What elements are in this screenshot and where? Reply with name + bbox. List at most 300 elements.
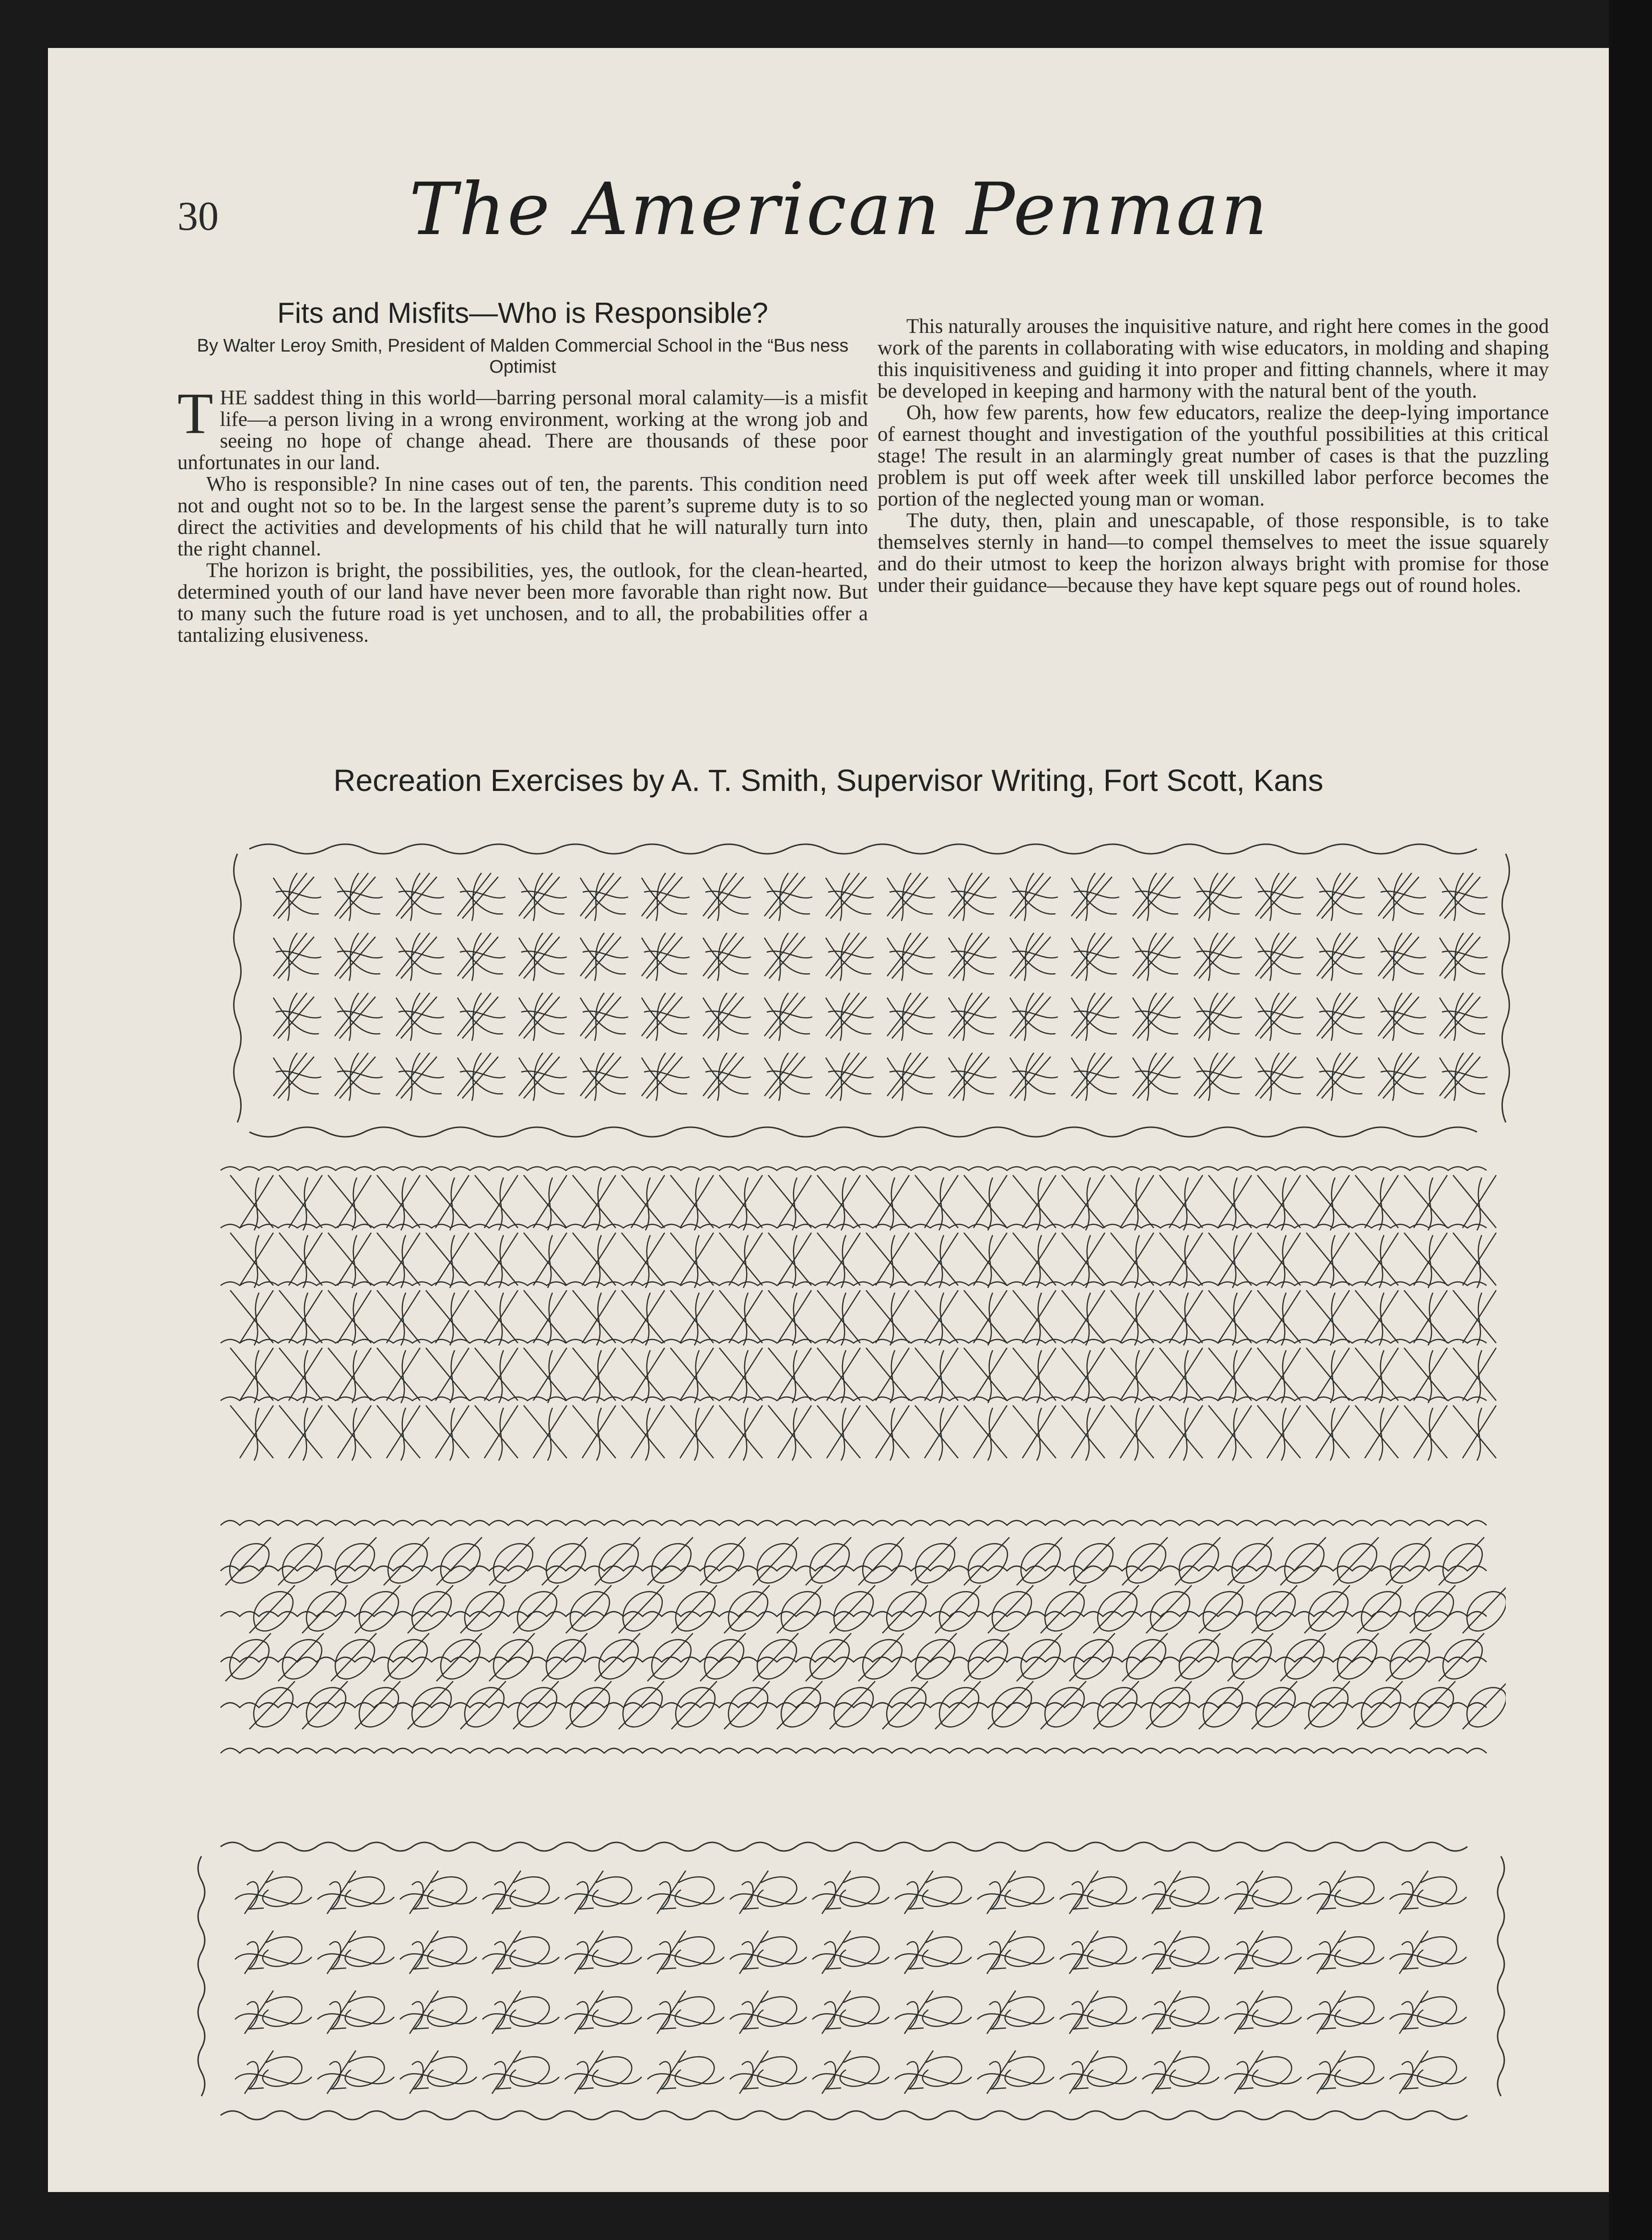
capital-figure bbox=[482, 1991, 559, 2034]
article-paragraph-6: The duty, then, plain and unescapable, of those responsible, is to take themselves sternly in hand—to compel themselves to meet the issue squarely and do their utmost to keep the horizon always bright with promise for those under their guidance—because they have kept square pegs out of round holes. bbox=[878, 509, 1549, 597]
slant-stroke bbox=[328, 1405, 371, 1461]
slant-stroke bbox=[279, 1175, 322, 1230]
oval-loop bbox=[935, 1585, 981, 1633]
slant-stroke bbox=[426, 1175, 469, 1230]
slant-stroke bbox=[1160, 1290, 1203, 1345]
oval-loop bbox=[249, 1585, 295, 1633]
slant-stroke bbox=[328, 1290, 371, 1345]
slant-stroke bbox=[230, 1175, 273, 1230]
slant-stroke bbox=[1404, 1175, 1447, 1230]
crossed-loop bbox=[764, 933, 812, 981]
slant-stroke bbox=[1453, 1233, 1496, 1288]
oval-loop bbox=[671, 1585, 717, 1633]
slant-stroke bbox=[573, 1233, 616, 1288]
crossed-loop bbox=[273, 1053, 321, 1101]
slant-stroke bbox=[1257, 1405, 1301, 1461]
capital-figure bbox=[400, 1871, 477, 1914]
slant-stroke bbox=[621, 1233, 665, 1288]
crossed-loop bbox=[764, 1053, 812, 1101]
oval-loop bbox=[777, 1681, 822, 1729]
oval-loop bbox=[331, 1633, 376, 1681]
oval-loop bbox=[724, 1681, 770, 1729]
slant-stroke bbox=[1404, 1233, 1447, 1288]
capital-figure bbox=[400, 1931, 477, 1974]
slant-stroke bbox=[670, 1348, 714, 1403]
slant-stroke bbox=[1013, 1175, 1056, 1230]
crossed-loop bbox=[580, 933, 628, 981]
slant-stroke bbox=[1062, 1348, 1105, 1403]
slant-stroke bbox=[328, 1348, 371, 1403]
slant-stroke bbox=[1111, 1405, 1154, 1461]
oval-loop bbox=[830, 1585, 875, 1633]
capital-figure bbox=[730, 1871, 807, 1914]
crossed-loop bbox=[949, 993, 996, 1041]
oval-loop bbox=[1175, 1633, 1220, 1681]
oval-loop bbox=[1410, 1681, 1455, 1729]
slant-stroke bbox=[279, 1405, 322, 1461]
slant-stroke bbox=[915, 1175, 958, 1230]
article-paragraph-4: This naturally arouses the inquisitive nature, and right here comes in the good work of the parents in collaborating with wise educators, in molding and shaping this inquisitiveness and guiding it into proper and fitting channels, where it may be developed in keeping and harmony with the natural bent of the youth. bbox=[878, 315, 1549, 402]
slant-stroke bbox=[670, 1233, 714, 1288]
slant-stroke bbox=[768, 1233, 811, 1288]
oval-loop bbox=[1199, 1585, 1244, 1633]
slant-stroke bbox=[719, 1348, 762, 1403]
oval-loop bbox=[1386, 1537, 1431, 1585]
slant-stroke bbox=[1208, 1233, 1252, 1288]
slant-stroke bbox=[1013, 1290, 1056, 1345]
slant-stroke bbox=[1111, 1175, 1154, 1230]
oval-loop bbox=[225, 1537, 271, 1585]
slant-stroke bbox=[964, 1290, 1007, 1345]
slant-stroke bbox=[1160, 1348, 1203, 1403]
capital-figure bbox=[730, 1931, 807, 1974]
oval-loop bbox=[1252, 1585, 1297, 1633]
capital-figure bbox=[317, 2051, 394, 2094]
oval-loop bbox=[408, 1585, 453, 1633]
slant-stroke bbox=[1160, 1233, 1203, 1288]
capital-figure bbox=[1307, 2051, 1384, 2094]
capital-figure bbox=[895, 1991, 972, 2034]
capital-figure bbox=[647, 1991, 724, 2034]
slant-stroke bbox=[1062, 1290, 1105, 1345]
oval-loop bbox=[331, 1537, 376, 1585]
crossed-loop bbox=[1378, 1053, 1426, 1101]
crossed-loop bbox=[642, 873, 690, 921]
capital-figure bbox=[812, 1871, 889, 1914]
slant-stroke bbox=[1111, 1290, 1154, 1345]
n-line bbox=[221, 1521, 1487, 1525]
oval-loop bbox=[777, 1585, 822, 1633]
crossed-loop bbox=[1255, 993, 1303, 1041]
slant-stroke bbox=[230, 1405, 273, 1461]
slant-stroke bbox=[719, 1175, 762, 1230]
penmanship-exercise-oval-loops bbox=[211, 1511, 1506, 1799]
oval-loop bbox=[1093, 1585, 1139, 1633]
crossed-loop bbox=[457, 1053, 505, 1101]
oval-loop bbox=[647, 1537, 693, 1585]
slant-stroke bbox=[279, 1290, 322, 1345]
slant-stroke bbox=[475, 1175, 518, 1230]
capital-figure bbox=[812, 1991, 889, 2034]
capital-figure bbox=[565, 1991, 642, 2034]
oval-loop bbox=[513, 1585, 559, 1633]
oval-loop bbox=[542, 1633, 587, 1681]
crossed-loop bbox=[1010, 873, 1058, 921]
crossed-loop bbox=[273, 933, 321, 981]
oval-loop bbox=[355, 1681, 400, 1729]
crossed-loop bbox=[826, 993, 874, 1041]
capital-figure bbox=[1060, 1991, 1136, 2034]
penmanship-exercise-crossed-loops bbox=[230, 835, 1515, 1146]
slant-stroke bbox=[621, 1348, 665, 1403]
oval-loop bbox=[1041, 1585, 1086, 1633]
crossed-loop bbox=[1378, 873, 1426, 921]
capital-figure bbox=[235, 1871, 312, 1914]
slant-stroke bbox=[1013, 1405, 1056, 1461]
capital-figure bbox=[977, 2051, 1054, 2094]
capital-figure bbox=[977, 1931, 1054, 1974]
crossed-loop bbox=[703, 933, 751, 981]
slant-stroke bbox=[866, 1405, 909, 1461]
slant-stroke bbox=[768, 1175, 811, 1230]
article-right-column bbox=[878, 316, 1549, 596]
oval-loop bbox=[1146, 1585, 1192, 1633]
slant-stroke bbox=[328, 1175, 371, 1230]
wavy-line bbox=[221, 1282, 1487, 1286]
slant-stroke bbox=[719, 1233, 762, 1288]
crossed-loop bbox=[396, 1053, 444, 1101]
slant-stroke bbox=[573, 1405, 616, 1461]
crossed-loop bbox=[1440, 1053, 1488, 1101]
capital-figure bbox=[1142, 1871, 1219, 1914]
slant-stroke bbox=[426, 1348, 469, 1403]
capital-figure bbox=[317, 1991, 394, 2034]
slant-stroke bbox=[426, 1405, 469, 1461]
oval-loop bbox=[753, 1633, 798, 1681]
crossed-loop bbox=[1010, 1053, 1058, 1101]
oval-loop bbox=[619, 1585, 664, 1633]
capital-figure bbox=[1060, 2051, 1136, 2094]
crossed-loop bbox=[1255, 873, 1303, 921]
crossed-loop bbox=[703, 873, 751, 921]
crossed-loop bbox=[1133, 1053, 1181, 1101]
capital-figure bbox=[1142, 2051, 1219, 2094]
oval-loop bbox=[753, 1537, 798, 1585]
capital-figure bbox=[400, 2051, 477, 2094]
oval-loop bbox=[355, 1585, 400, 1633]
slant-stroke bbox=[279, 1348, 322, 1403]
capital-figure bbox=[482, 1871, 559, 1914]
slant-stroke bbox=[426, 1290, 469, 1345]
crossed-loop bbox=[457, 873, 505, 921]
article-left-column bbox=[177, 297, 868, 647]
crossed-loop bbox=[273, 873, 321, 921]
slant-stroke bbox=[1257, 1290, 1301, 1345]
slant-stroke bbox=[1355, 1233, 1398, 1288]
slant-stroke bbox=[1306, 1233, 1349, 1288]
crossed-loop bbox=[1378, 993, 1426, 1041]
slant-stroke bbox=[915, 1348, 958, 1403]
slant-stroke bbox=[964, 1348, 1007, 1403]
slant-stroke bbox=[1257, 1175, 1301, 1230]
crossed-loop bbox=[1255, 933, 1303, 981]
slant-stroke bbox=[1355, 1175, 1398, 1230]
slant-stroke bbox=[964, 1405, 1007, 1461]
slant-stroke bbox=[426, 1233, 469, 1288]
oval-loop bbox=[1439, 1537, 1484, 1585]
slant-stroke bbox=[1257, 1348, 1301, 1403]
wavy-line bbox=[221, 1397, 1487, 1401]
article-title: Fits and Misfits—Who is Responsible? bbox=[277, 297, 768, 329]
slant-stroke bbox=[524, 1233, 567, 1288]
slant-stroke bbox=[817, 1348, 860, 1403]
slant-stroke bbox=[1160, 1405, 1203, 1461]
crossed-loop bbox=[396, 933, 444, 981]
capital-figure bbox=[1307, 1931, 1384, 1974]
crossed-loop bbox=[826, 933, 874, 981]
slant-stroke bbox=[230, 1233, 273, 1288]
crossed-loop bbox=[273, 993, 321, 1041]
crossed-loop bbox=[1194, 1053, 1242, 1101]
slant-stroke bbox=[1208, 1405, 1252, 1461]
capital-figure bbox=[812, 2051, 889, 2094]
page-edge-dark bbox=[1609, 0, 1652, 2240]
capital-figure bbox=[400, 1991, 477, 2034]
slant-stroke bbox=[1355, 1348, 1398, 1403]
capital-figure bbox=[1225, 1931, 1301, 1974]
slant-stroke bbox=[1013, 1233, 1056, 1288]
slant-stroke bbox=[1404, 1348, 1447, 1403]
crossed-loop bbox=[396, 993, 444, 1041]
article-paragraph-2: Who is responsible? In nine cases out of ten, the parents. This condition need not and ought not so to be. In the largest sense the parent’s supreme duty is to so direct the activities and developments of his child that he will naturally turn into the right channel. bbox=[177, 473, 868, 560]
article-byline: By Walter Leroy Smith, President of Malden Commercial School in the “Bus ness Optimist bbox=[197, 336, 849, 377]
crossed-loop bbox=[1317, 873, 1365, 921]
capital-figure bbox=[977, 1871, 1054, 1914]
crossed-loop bbox=[1440, 933, 1488, 981]
oval-loop bbox=[1175, 1537, 1220, 1585]
slant-stroke bbox=[1306, 1405, 1349, 1461]
crossed-loop bbox=[396, 873, 444, 921]
capital-figure bbox=[1390, 1991, 1466, 2034]
slant-stroke bbox=[1062, 1175, 1105, 1230]
crossed-loop bbox=[1071, 933, 1119, 981]
n-line bbox=[221, 1612, 1487, 1616]
oval-loop bbox=[858, 1537, 904, 1585]
crossed-loop bbox=[1194, 873, 1242, 921]
crossed-loop bbox=[1010, 933, 1058, 981]
crossed-loop bbox=[1071, 1053, 1119, 1101]
capital-figure bbox=[1307, 1871, 1384, 1914]
slant-stroke bbox=[817, 1290, 860, 1345]
magazine-page bbox=[48, 48, 1609, 2192]
capital-figure bbox=[565, 1871, 642, 1914]
capital-figure bbox=[1142, 1991, 1219, 2034]
capital-figure bbox=[235, 1991, 312, 2034]
crossed-loop bbox=[1317, 993, 1365, 1041]
article-paragraph-3: The horizon is bright, the possibilities, yes, the outlook, for the clean-hearted, determined youth of our land have never been more favorable than right now. But to many such the future road is yet unchosen, and to all, the probabilities offer a tantalizing elusiveness. bbox=[177, 559, 868, 647]
crossed-loop bbox=[1255, 1053, 1303, 1101]
oval-loop bbox=[1280, 1537, 1326, 1585]
capital-figure bbox=[235, 1931, 312, 1974]
capital-figure bbox=[1060, 1871, 1136, 1914]
slant-stroke bbox=[817, 1233, 860, 1288]
capital-figure bbox=[647, 1871, 724, 1914]
slant-stroke bbox=[915, 1290, 958, 1345]
capital-figure bbox=[1390, 1931, 1466, 1974]
crossed-loop bbox=[703, 1053, 751, 1101]
capital-figure bbox=[730, 1991, 807, 2034]
oval-loop bbox=[1017, 1537, 1062, 1585]
crossed-loop bbox=[1071, 873, 1119, 921]
capital-figure bbox=[235, 2051, 312, 2094]
article-paragraph-5: Oh, how few parents, how few educators, realize the deep-lying importance of earnest thought and investigation of the youthful possibilities at this critical stage! The result in an alarmingly great number of cases is that the puzzling problem is put off week after week till unskilled labor perforce becomes the portion of the neglected young man or woman. bbox=[878, 401, 1549, 510]
oval-loop bbox=[1333, 1537, 1379, 1585]
slant-stroke bbox=[866, 1348, 909, 1403]
crossed-loop bbox=[887, 933, 935, 981]
oval-loop bbox=[1463, 1585, 1506, 1633]
slant-stroke bbox=[1306, 1348, 1349, 1403]
crossed-loop bbox=[1071, 993, 1119, 1041]
oval-loop bbox=[1199, 1681, 1244, 1729]
slant-stroke bbox=[1208, 1348, 1252, 1403]
slant-stroke bbox=[670, 1290, 714, 1345]
capital-figure bbox=[482, 2051, 559, 2094]
crossed-loop bbox=[949, 873, 996, 921]
capital-figure bbox=[317, 1931, 394, 1974]
slant-stroke bbox=[377, 1348, 420, 1403]
slant-stroke bbox=[377, 1175, 420, 1230]
capital-figure bbox=[1225, 2051, 1301, 2094]
wavy-line bbox=[221, 1167, 1487, 1171]
crossed-loop bbox=[335, 1053, 383, 1101]
slant-stroke bbox=[1306, 1175, 1349, 1230]
slant-stroke bbox=[573, 1348, 616, 1403]
capital-figure bbox=[895, 1931, 972, 1974]
crossed-loop bbox=[1440, 873, 1488, 921]
page-number: 30 bbox=[177, 193, 219, 239]
slant-stroke bbox=[279, 1233, 322, 1288]
oval-loop bbox=[1304, 1585, 1350, 1633]
wavy-line bbox=[221, 1225, 1487, 1228]
slant-stroke bbox=[1111, 1348, 1154, 1403]
oval-loop bbox=[964, 1633, 1009, 1681]
capital-figure bbox=[895, 1871, 972, 1914]
crossed-loop bbox=[949, 1053, 996, 1101]
oval-loop bbox=[595, 1537, 640, 1585]
slant-stroke bbox=[230, 1290, 273, 1345]
slant-stroke bbox=[866, 1233, 909, 1288]
slant-stroke bbox=[475, 1405, 518, 1461]
slant-stroke bbox=[524, 1290, 567, 1345]
slant-stroke bbox=[1208, 1175, 1252, 1230]
capital-figure bbox=[317, 1871, 394, 1914]
oval-loop bbox=[1357, 1585, 1403, 1633]
crossed-loop bbox=[887, 873, 935, 921]
capital-figure bbox=[1390, 1871, 1466, 1914]
slant-stroke bbox=[915, 1233, 958, 1288]
capital-figure bbox=[482, 1931, 559, 1974]
crossed-loop bbox=[1378, 933, 1426, 981]
slant-stroke bbox=[573, 1175, 616, 1230]
crossed-loop bbox=[826, 873, 874, 921]
crossed-loop bbox=[642, 993, 690, 1041]
oval-loop bbox=[1069, 1537, 1115, 1585]
crossed-loop bbox=[1133, 993, 1181, 1041]
oval-loop bbox=[988, 1681, 1033, 1729]
crossed-loop bbox=[519, 873, 567, 921]
penmanship-exercise-capital-figures bbox=[192, 1832, 1515, 2130]
oval-loop bbox=[1410, 1585, 1455, 1633]
crossed-loop bbox=[335, 993, 383, 1041]
capital-figure bbox=[647, 2051, 724, 2094]
capital-figure bbox=[730, 2051, 807, 2094]
capital-figure bbox=[1390, 2051, 1466, 2094]
capital-figure bbox=[812, 1931, 889, 1974]
crossed-loop bbox=[887, 993, 935, 1041]
crossed-loop bbox=[826, 1053, 874, 1101]
oval-loop bbox=[513, 1681, 559, 1729]
capital-figure bbox=[1225, 1871, 1301, 1914]
slant-stroke bbox=[1306, 1290, 1349, 1345]
oval-loop bbox=[1357, 1681, 1403, 1729]
oval-loop bbox=[460, 1585, 506, 1633]
oval-loop bbox=[935, 1681, 981, 1729]
crossed-loop bbox=[1010, 993, 1058, 1041]
slant-stroke bbox=[475, 1290, 518, 1345]
crossed-loop bbox=[949, 933, 996, 981]
crossed-loop bbox=[1133, 873, 1181, 921]
crossed-loop bbox=[335, 873, 383, 921]
slant-stroke bbox=[1062, 1405, 1105, 1461]
crossed-loop bbox=[703, 993, 751, 1041]
crossed-loop bbox=[1317, 1053, 1365, 1101]
slant-stroke bbox=[670, 1405, 714, 1461]
slant-stroke bbox=[1355, 1290, 1398, 1345]
crossed-loop bbox=[580, 873, 628, 921]
slant-stroke bbox=[328, 1233, 371, 1288]
slant-stroke bbox=[768, 1405, 811, 1461]
capital-figure bbox=[647, 1931, 724, 1974]
slant-stroke bbox=[1453, 1348, 1496, 1403]
slant-stroke bbox=[475, 1348, 518, 1403]
crossed-loop bbox=[580, 1053, 628, 1101]
oval-loop bbox=[489, 1537, 535, 1585]
slant-stroke bbox=[1404, 1405, 1447, 1461]
slant-stroke bbox=[621, 1405, 665, 1461]
crossed-loop bbox=[1440, 993, 1488, 1041]
capital-figure bbox=[977, 1991, 1054, 2034]
crossed-loop bbox=[519, 933, 567, 981]
slant-stroke bbox=[1404, 1290, 1447, 1345]
oval-loop bbox=[911, 1537, 957, 1585]
oval-loop bbox=[436, 1537, 482, 1585]
capital-figure bbox=[1225, 1991, 1301, 2034]
slant-stroke bbox=[817, 1405, 860, 1461]
penmanship-exercise-slant-strokes bbox=[211, 1151, 1506, 1477]
slant-stroke bbox=[1160, 1175, 1203, 1230]
crossed-loop bbox=[457, 933, 505, 981]
slant-stroke bbox=[1062, 1233, 1105, 1288]
slant-stroke bbox=[719, 1405, 762, 1461]
slant-stroke bbox=[1355, 1405, 1398, 1461]
crossed-loop bbox=[1194, 993, 1242, 1041]
n-line bbox=[221, 1657, 1487, 1662]
slant-stroke bbox=[524, 1405, 567, 1461]
slant-stroke bbox=[524, 1175, 567, 1230]
slant-stroke bbox=[524, 1348, 567, 1403]
slant-stroke bbox=[377, 1405, 420, 1461]
capital-figure bbox=[1142, 1931, 1219, 1974]
